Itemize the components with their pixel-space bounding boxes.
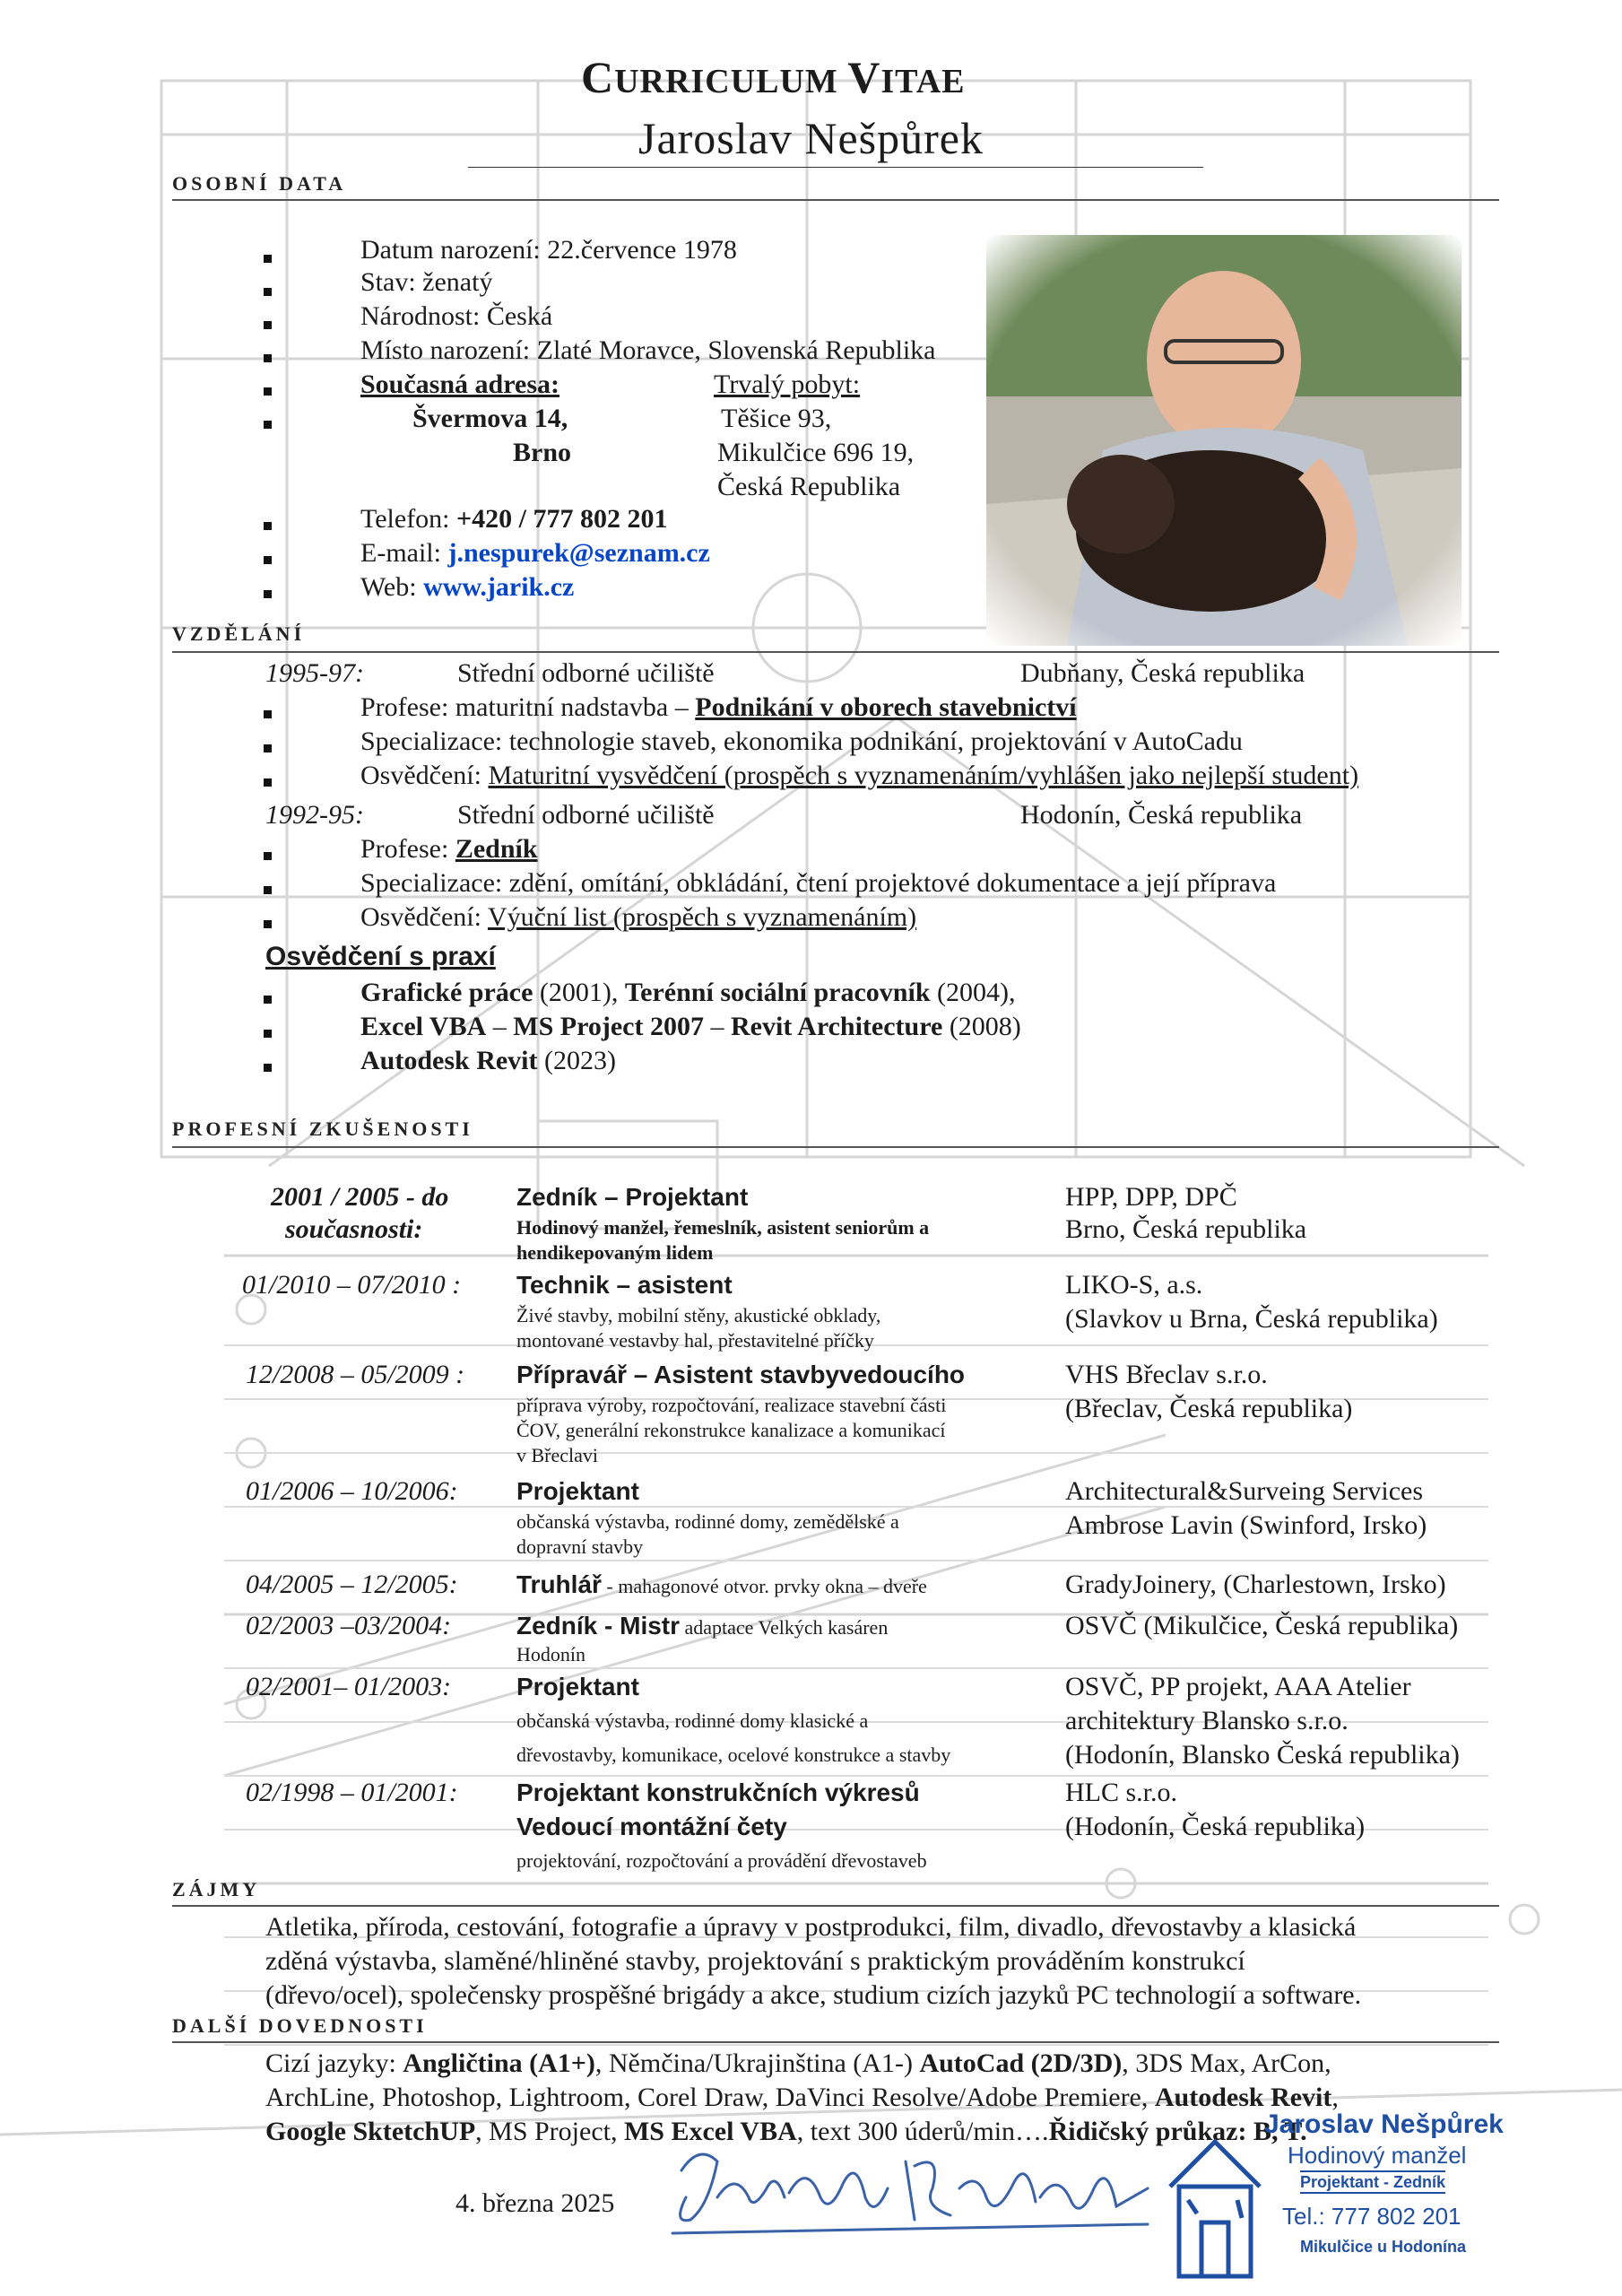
section-education-rule [172, 651, 1499, 653]
job-company: OSVČ (Mikulčice, Česká republika) [1065, 1611, 1459, 1640]
nationality: Národnost: Česká [360, 301, 553, 331]
job-description: Hodinový manžel, řemeslník, asistent seniorům a [516, 1216, 930, 1239]
job-company: Architectural&Surveing Services [1065, 1476, 1424, 1506]
bullet [264, 852, 272, 860]
permanent-line-3: Česká Republika [717, 472, 901, 501]
practice-line-3: Autodesk Revit (2023) [360, 1046, 616, 1075]
job-company: (Břeclav, Česká republika) [1065, 1394, 1353, 1423]
practice-line-2: Excel VBA – MS Project 2007 – Revit Architecture (2008) [360, 1012, 1021, 1041]
bullet [264, 996, 272, 1004]
education-place: Dubňany, Česká republika [1020, 658, 1305, 688]
job-title: Projektant [516, 1673, 639, 1700]
job-description: dopravní stavby [516, 1535, 644, 1558]
current-address-label: Současná adresa: [360, 370, 559, 399]
job-title: Vedoucí montážní čety [516, 1813, 787, 1840]
logo-role: Projektant - Zedník [1300, 2170, 1445, 2194]
job-description: příprava výroby, rozpočtování, realizace stavební části [516, 1394, 947, 1416]
job-company: OSVČ, PP projekt, AAA Atelier [1065, 1672, 1411, 1701]
job-description: v Břeclavi [516, 1444, 599, 1466]
job-period: 01/2010 – 07/2010 : [242, 1270, 462, 1300]
interests-line-1: Atletika, příroda, cestování, fotografie a úpravy v postprodukci, film, divadlo, dřevostavby a klasická [265, 1912, 1357, 1942]
section-skills-heading: DALŠÍ DOVEDNOSTI [172, 2014, 428, 2037]
education-profession: Profese: Zedník [360, 834, 538, 864]
marital-status: Stav: ženatý [360, 267, 493, 297]
education-period: 1995-97: [265, 658, 364, 688]
job-period: 02/1998 – 01/2001: [246, 1778, 458, 1807]
web-link[interactable]: www.jarik.cz [423, 572, 575, 602]
interests-line-2: zděná výstavba, slaměné/hliněné stavby, projektování s praktickým prováděním konstrukcí [265, 1946, 1245, 1976]
phone: Telefon: +420 / 777 802 201 [360, 504, 668, 534]
job-description: ČOV, generální rekonstrukce kanalizace a komunikací [516, 1419, 946, 1441]
logo-place: Mikulčice u Hodonína [1300, 2238, 1467, 2256]
house-tools-icon [1166, 2124, 1264, 2285]
job-company: GradyJoinery, (Charlestown, Irsko) [1065, 1570, 1446, 1599]
education-place: Hodonín, Česká republika [1020, 800, 1303, 830]
bullet [264, 522, 272, 530]
education-period: 1992-95: [265, 800, 364, 830]
bullet [264, 1030, 272, 1038]
permanent-address-label: Trvalý pobyt: [714, 370, 861, 399]
skills-line-1: Cizí jazyky: Angličtina (A1+), Němčina/Ukrajinština (A1-) AutoCad (2D/3D), 3DS Max, ArCon, [265, 2048, 1331, 2078]
job-company: VHS Břeclav s.r.o. [1065, 1360, 1268, 1389]
job-title: Přípravář – Asistent stavbyvedoucího [516, 1361, 966, 1388]
job-description: dřevostavby, komunikace, ocelové konstrukce a stavby [516, 1744, 951, 1766]
birthplace: Místo narození: Zlaté Moravce, Slovenská Republika [360, 335, 936, 365]
bullet [264, 255, 272, 263]
logo-phone: Tel.: 777 802 201 [1282, 2203, 1462, 2230]
cv-title: CURRICULUM VITAE [581, 52, 966, 102]
signature-date: 4. března 2025 [455, 2188, 615, 2218]
job-title: Projektant [516, 1477, 639, 1505]
web: Web: www.jarik.cz [360, 572, 575, 602]
bullet [264, 387, 272, 396]
job-company: Ambrose Lavin (Swinford, Irsko) [1065, 1510, 1427, 1540]
job-description: projektování, rozpočtování a provádění dřevostaveb [516, 1849, 927, 1872]
job-description: občanská výstavba, rodinné domy, zemědělské a [516, 1510, 899, 1533]
education-certificate: Osvědčení: Maturitní vysvědčení (prospěch s vyznamenáním/vyhlášen jako nejlepší student) [360, 761, 1359, 790]
education-profession: Profese: maturitní nadstavba – Podnikání v oborech stavebnictví [360, 692, 1077, 722]
skills-line-3: Google SktetchUP, MS Project, MS Excel VBA, text 300 úderů/min….Řidičský průkaz: B, T. [265, 2117, 1307, 2146]
section-interests-rule [172, 1905, 1499, 1907]
bullet [264, 590, 272, 598]
permanent-line-1: Těšice 93, [721, 404, 832, 433]
job-title: Technik – asistent [516, 1271, 733, 1299]
job-title: Zedník – Projektant [516, 1183, 749, 1211]
job-period: současnosti: [285, 1214, 423, 1244]
job-description: občanská výstavba, rodinné domy klasické a [516, 1709, 869, 1732]
job-title-line: Truhlář - mahagonové otvor. prvky okna – dveře [516, 1570, 927, 1598]
job-period: 04/2005 – 12/2005: [246, 1570, 458, 1599]
education-certificate: Osvědčení: Výuční list (prospěch s vyznamenáním) [360, 902, 917, 932]
job-period: 02/2003 –03/2004: [246, 1611, 452, 1640]
job-description: hendikepovaným lidem [516, 1241, 714, 1264]
education-school: Střední odborné učiliště [457, 800, 715, 830]
job-company: (Hodonín, Česká republika) [1065, 1812, 1366, 1841]
job-company: Brno, Česká republika [1065, 1214, 1307, 1244]
bullet [264, 556, 272, 564]
job-company: LIKO-S, a.s. [1065, 1270, 1203, 1300]
job-title: Projektant konstrukčních výkresů [516, 1779, 920, 1806]
job-company: HPP, DPP, DPČ [1065, 1182, 1237, 1212]
skills-line-2: ArchLine, Photoshop, Lightroom, Corel Draw, DaVinci Resolve/Adobe Premiere, Autodesk Revit, [265, 2083, 1339, 2112]
email: E-mail: j.nespurek@seznam.cz [360, 538, 710, 568]
bullet [264, 421, 272, 429]
interests-line-3: (dřevo/ocel), společensky prospěšné brigády a akce, studium cizích jazyků PC technologií a software. [265, 1980, 1362, 2010]
section-experience-rule [172, 1146, 1499, 1148]
logo-name: Jaroslav Nešpůrek [1264, 2109, 1504, 2139]
education-school: Střední odborné učiliště [457, 658, 715, 688]
section-skills-rule [172, 2041, 1499, 2043]
job-period: 02/2001– 01/2003: [246, 1672, 452, 1701]
logo-subtitle: Hodinový manžel [1288, 2142, 1467, 2169]
bullet [264, 354, 272, 362]
job-period: 2001 / 2005 - do [271, 1182, 449, 1212]
job-company: HLC s.r.o. [1065, 1778, 1178, 1807]
job-description: Hodonín [516, 1643, 585, 1665]
job-company: (Slavkov u Brna, Česká republika) [1065, 1304, 1438, 1334]
bullet [264, 321, 272, 329]
section-education-heading: VZDĚLÁNÍ [172, 622, 306, 645]
current-street: Švermova 14, [412, 404, 568, 433]
birth-date: Datum narození: 22.července 1978 [360, 235, 737, 265]
bullet [264, 710, 272, 718]
permanent-line-2: Mikulčice 696 19, [717, 438, 915, 467]
bullet [264, 778, 272, 787]
job-title-line: Zedník - Mistr adaptace Velkých kasáren [516, 1612, 889, 1639]
bullet [264, 886, 272, 894]
profile-photo [986, 235, 1462, 646]
email-link[interactable]: j.nespurek@seznam.cz [447, 538, 710, 568]
section-personal-heading: OSOBNÍ DATA [172, 172, 347, 195]
bullet [264, 744, 272, 752]
business-logo [1166, 2108, 1504, 2287]
name-underline [468, 167, 1203, 168]
bullet [264, 1064, 272, 1072]
section-experience-heading: PROFESNÍ ZKUŠENOSTI [172, 1118, 473, 1140]
job-company: (Hodonín, Blansko Česká republika) [1065, 1740, 1460, 1770]
current-city: Brno [513, 438, 572, 467]
handwritten-signature [664, 2135, 1166, 2242]
practice-heading: Osvědčení s praxí [265, 942, 496, 971]
education-specialization: Specializace: zdění, omítání, obkládání, čtení projektové dokumentace a její příprava [360, 868, 1277, 898]
section-personal-rule [172, 199, 1499, 201]
practice-line-1: Grafické práce (2001), Terénní sociální pracovník (2004), [360, 978, 1016, 1007]
job-description: montované vestavby hal, přestavitelné příčky [516, 1329, 874, 1352]
job-description: Živé stavby, mobilní stěny, akustické obklady, [516, 1304, 881, 1326]
education-specialization: Specializace: technologie staveb, ekonomika podnikání, projektování v AutoCadu [360, 726, 1243, 756]
bullet [264, 288, 272, 296]
job-period: 01/2006 – 10/2006: [246, 1476, 458, 1506]
section-interests-heading: ZÁJMY [172, 1878, 261, 1900]
bullet [264, 920, 272, 928]
person-name: Jaroslav Nešpůrek [638, 113, 984, 163]
job-company: architektury Blansko s.r.o. [1065, 1706, 1349, 1735]
job-period: 12/2008 – 05/2009 : [246, 1360, 465, 1389]
